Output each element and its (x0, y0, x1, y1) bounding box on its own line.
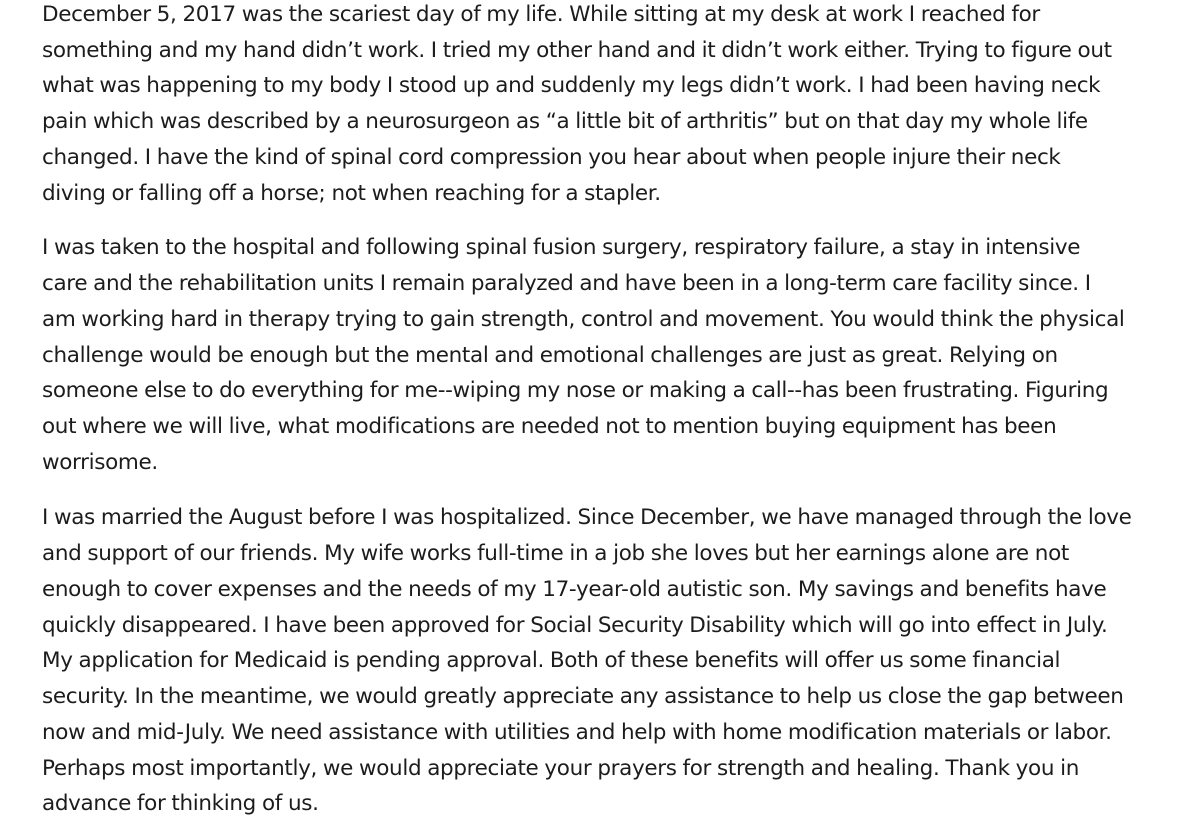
text-line: someone else to do everything for me--wiping my nose or making a call--has been frustrating. Figuring (42, 378, 1109, 403)
text-line: am working hard in therapy trying to gain strength, control and movement. You would think the physical (42, 307, 1125, 332)
text-line: care and the rehabilitation units I remain paralyzed and have been in a long-term care facility since. I (42, 271, 1091, 296)
text-line: pain which was described by a neurosurgeon as “a little bit of arthritis” but on that day my whole life (42, 109, 1088, 134)
text-line: out where we will live, what modifications are needed not to mention buying equipment has been (42, 414, 1057, 439)
text-line: I was taken to the hospital and following spinal fusion surgery, respiratory failure, a stay in intensive (42, 235, 1081, 260)
text-line: diving or falling off a horse; not when reaching for a stapler. (42, 181, 661, 206)
text-line: I was married the August before I was hospitalized. Since December, we have managed through the love (42, 505, 1132, 530)
text-line: enough to cover expenses and the needs of my 17-year-old autistic son. My savings and benefits have (42, 577, 1107, 602)
text-line: worrisome. (42, 450, 158, 475)
text-line: My application for Medicaid is pending approval. Both of these benefits will offer us some financial (42, 648, 1061, 673)
text-line: December 5, 2017 was the scariest day of my life. While sitting at my desk at work I reached for (42, 2, 1040, 27)
text-line: changed. I have the kind of spinal cord compression you hear about when people injure their neck (42, 145, 1061, 170)
text-line: challenge would be enough but the mental and emotional challenges are just as great. Relying on (42, 343, 1058, 368)
text-line: and support of our friends. My wife works full-time in a job she loves but her earnings alone are not (42, 541, 1069, 566)
text-line: what was happening to my body I stood up and suddenly my legs didn’t work. I had been having neck (42, 73, 1101, 98)
text-line: Perhaps most importantly, we would appreciate your prayers for strength and healing. Thank you in (42, 756, 1080, 781)
text-line: quickly disappeared. I have been approved for Social Security Disability which will go into effect in July. (42, 613, 1108, 638)
text-line: something and my hand didn’t work. I tried my other hand and it didn’t work either. Trying to figure out (42, 38, 1112, 63)
text-line: security. In the meantime, we would greatly appreciate any assistance to help us close the gap between (42, 684, 1124, 709)
text-line: now and mid-July. We need assistance with utilities and help with home modification materials or labor. (42, 720, 1112, 745)
text-line: advance for thinking of us. (42, 791, 319, 816)
